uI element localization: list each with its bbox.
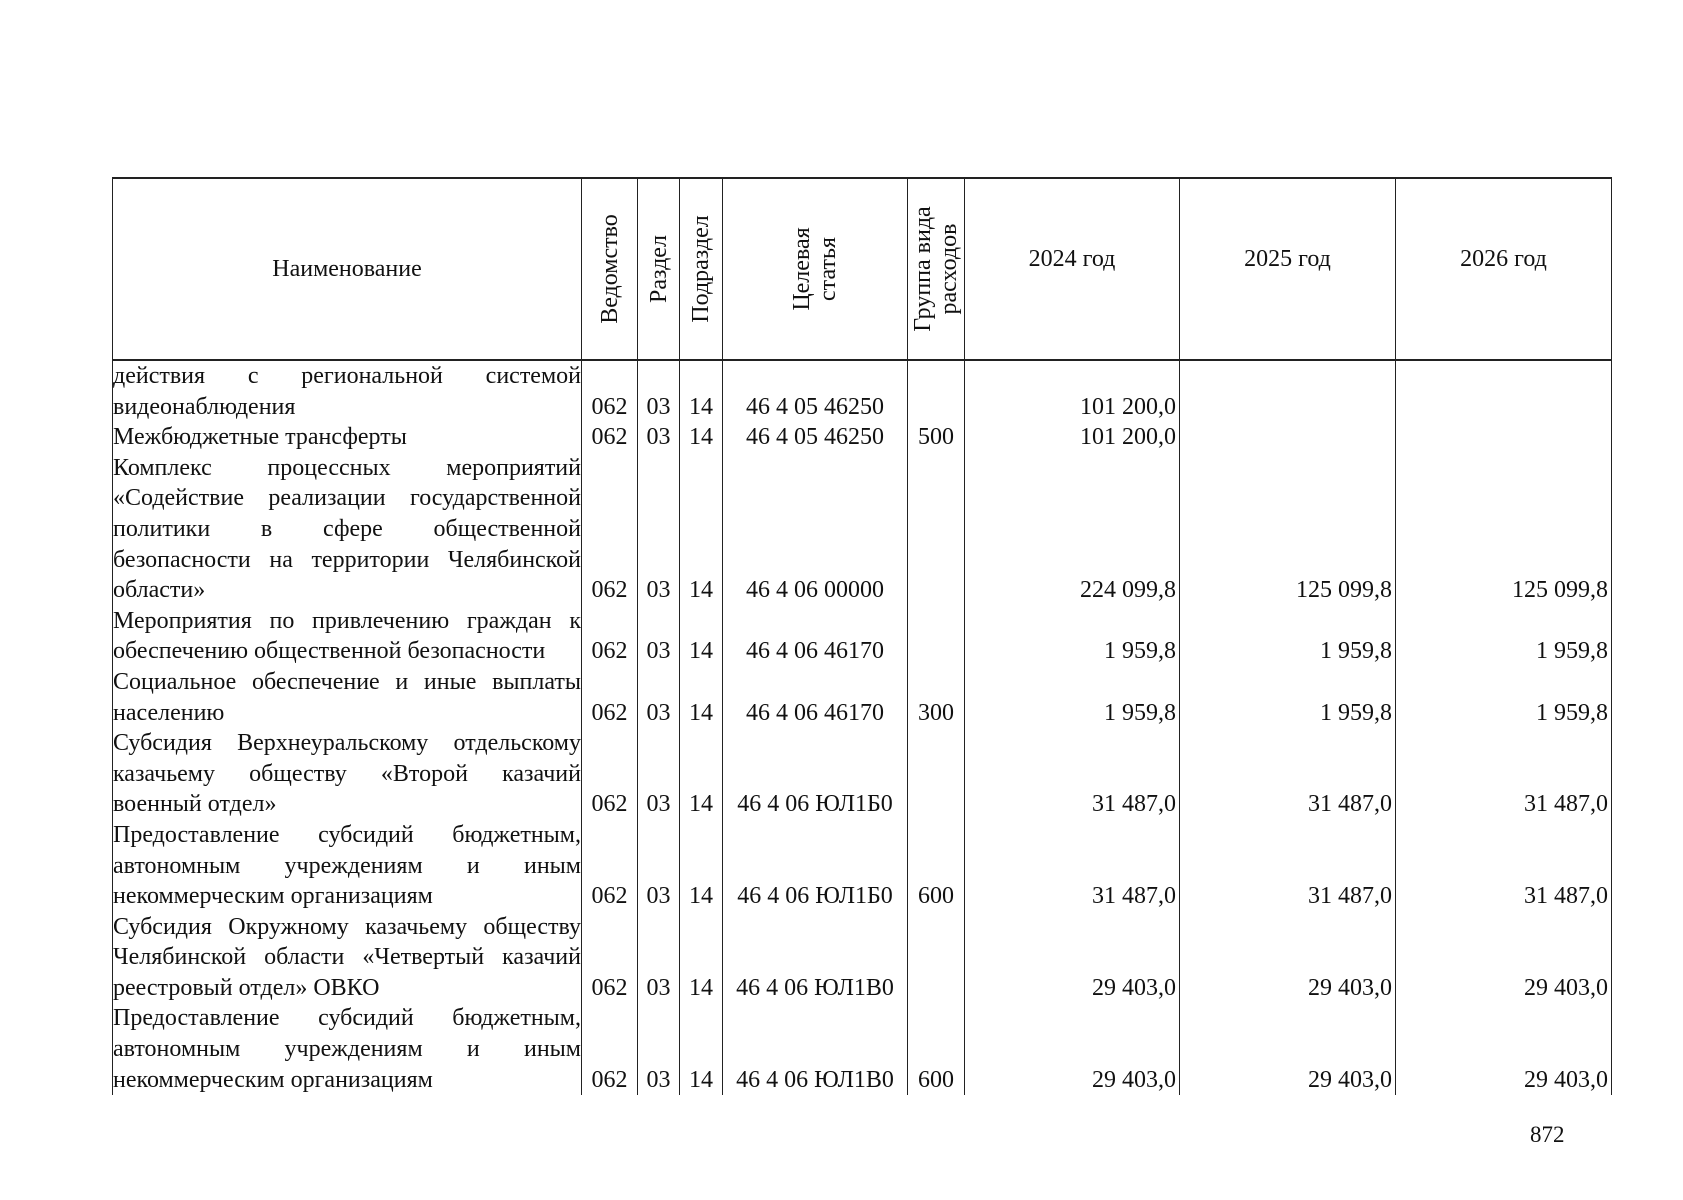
row-tselevaya: 46 4 06 ЮЛ1Б0 <box>723 728 908 820</box>
row-gruppa <box>908 912 965 1004</box>
row-tselevaya: 46 4 06 ЮЛ1Б0 <box>723 820 908 912</box>
row-name: действия с региональной системой видеонаблюдения <box>113 360 582 422</box>
row-2025 <box>1180 422 1396 453</box>
row-2025: 1 959,8 <box>1180 606 1396 667</box>
row-razdel: 03 <box>638 667 680 728</box>
row-podrazdel: 14 <box>680 1003 723 1095</box>
row-gruppa: 600 <box>908 820 965 912</box>
row-gruppa: 500 <box>908 422 965 453</box>
row-vedomstvo: 062 <box>582 360 638 422</box>
row-2025: 29 403,0 <box>1180 912 1396 1004</box>
row-name: Межбюджетные трансферты <box>113 422 582 453</box>
row-tselevaya: 46 4 06 ЮЛ1В0 <box>723 912 908 1004</box>
table-row <box>113 606 1612 667</box>
row-vedomstvo: 062 <box>582 728 638 820</box>
table-row <box>113 453 1612 606</box>
row-2026 <box>1396 360 1612 422</box>
row-2026 <box>1396 422 1612 453</box>
row-2024: 1 959,8 <box>965 606 1180 667</box>
header-vedomstvo <box>582 178 638 360</box>
row-razdel: 03 <box>638 606 680 667</box>
row-podrazdel: 14 <box>680 453 723 606</box>
header-name: Наименование <box>113 178 582 360</box>
row-podrazdel: 14 <box>680 360 723 422</box>
header-2026: 2026 год <box>1396 178 1612 360</box>
row-name: Предоставление субсидий бюджетным, автономным учреждениям и иным некоммерческим организациям <box>113 1003 582 1095</box>
row-gruppa <box>908 360 965 422</box>
row-name: Мероприятия по привлечению граждан к обеспечению общественной безопасности <box>113 606 582 667</box>
row-razdel: 03 <box>638 360 680 422</box>
row-2024: 31 487,0 <box>965 728 1180 820</box>
row-podrazdel: 14 <box>680 820 723 912</box>
header-2025: 2025 год <box>1180 178 1396 360</box>
row-razdel: 03 <box>638 453 680 606</box>
row-tselevaya: 46 4 06 ЮЛ1В0 <box>723 1003 908 1095</box>
table-row <box>113 728 1612 820</box>
row-2026: 29 403,0 <box>1396 912 1612 1004</box>
row-vedomstvo: 062 <box>582 453 638 606</box>
header-2024: 2024 год <box>965 178 1180 360</box>
row-gruppa: 600 <box>908 1003 965 1095</box>
table-row <box>113 820 1612 912</box>
row-razdel: 03 <box>638 728 680 820</box>
row-name: Социальное обеспечение и иные выплаты населению <box>113 667 582 728</box>
header-gruppa <box>908 178 965 360</box>
row-tselevaya: 46 4 05 46250 <box>723 360 908 422</box>
row-podrazdel: 14 <box>680 667 723 728</box>
table-header-row <box>113 178 1612 360</box>
row-vedomstvo: 062 <box>582 912 638 1004</box>
table-row <box>113 422 1612 453</box>
row-2026: 1 959,8 <box>1396 606 1612 667</box>
row-2025 <box>1180 360 1396 422</box>
table-row <box>113 667 1612 728</box>
budget-table <box>112 177 1612 1095</box>
row-2024: 1 959,8 <box>965 667 1180 728</box>
row-podrazdel: 14 <box>680 912 723 1004</box>
row-razdel: 03 <box>638 1003 680 1095</box>
row-2025: 31 487,0 <box>1180 820 1396 912</box>
header-vedomstvo-label: Ведомство <box>596 214 623 324</box>
row-2025: 1 959,8 <box>1180 667 1396 728</box>
row-2024: 29 403,0 <box>965 912 1180 1004</box>
row-2025: 125 099,8 <box>1180 453 1396 606</box>
row-name: Субсидия Окружному казачьему обществу Челябинской области «Четвертый казачий реестровый отдел» ОВКО <box>113 912 582 1004</box>
row-gruppa <box>908 453 965 606</box>
row-name: Комплекс процессных мероприятий «Содействие реализации государственной политики в сфере общественной безопасности на территории Челябинской области» <box>113 453 582 606</box>
row-name: Субсидия Верхнеуральскому отдельскому казачьему обществу «Второй казачий военный отдел» <box>113 728 582 820</box>
row-vedomstvo: 062 <box>582 667 638 728</box>
row-vedomstvo: 062 <box>582 820 638 912</box>
table-row <box>113 912 1612 1004</box>
table-row <box>113 1003 1612 1095</box>
row-2024: 31 487,0 <box>965 820 1180 912</box>
row-razdel: 03 <box>638 820 680 912</box>
row-2024: 224 099,8 <box>965 453 1180 606</box>
row-podrazdel: 14 <box>680 422 723 453</box>
row-2025: 31 487,0 <box>1180 728 1396 820</box>
row-tselevaya: 46 4 06 46170 <box>723 606 908 667</box>
row-2026: 29 403,0 <box>1396 1003 1612 1095</box>
row-2026: 31 487,0 <box>1396 820 1612 912</box>
row-2024: 101 200,0 <box>965 360 1180 422</box>
page-number: 872 <box>1530 1122 1565 1147</box>
header-tselevaya <box>723 178 908 360</box>
row-name: Предоставление субсидий бюджетным, автономным учреждениям и иным некоммерческим организациям <box>113 820 582 912</box>
row-2026: 31 487,0 <box>1396 728 1612 820</box>
row-2024: 29 403,0 <box>965 1003 1180 1095</box>
header-razdel <box>638 178 680 360</box>
row-2024: 101 200,0 <box>965 422 1180 453</box>
row-razdel: 03 <box>638 912 680 1004</box>
row-vedomstvo: 062 <box>582 1003 638 1095</box>
row-vedomstvo: 062 <box>582 606 638 667</box>
header-razdel-label: Раздел <box>645 235 672 303</box>
row-gruppa <box>908 728 965 820</box>
row-gruppa <box>908 606 965 667</box>
row-razdel: 03 <box>638 422 680 453</box>
header-podrazdel <box>680 178 723 360</box>
row-2025: 29 403,0 <box>1180 1003 1396 1095</box>
header-gruppa-label: Группа вида расходов <box>910 206 962 332</box>
row-gruppa: 300 <box>908 667 965 728</box>
row-2026: 125 099,8 <box>1396 453 1612 606</box>
table-row <box>113 360 1612 422</box>
header-tselevaya-label: Целевая статья <box>789 227 841 311</box>
row-2026: 1 959,8 <box>1396 667 1612 728</box>
row-podrazdel: 14 <box>680 606 723 667</box>
row-tselevaya: 46 4 06 00000 <box>723 453 908 606</box>
header-podrazdel-label: Подраздел <box>688 215 714 323</box>
row-tselevaya: 46 4 06 46170 <box>723 667 908 728</box>
row-tselevaya: 46 4 05 46250 <box>723 422 908 453</box>
row-podrazdel: 14 <box>680 728 723 820</box>
row-vedomstvo: 062 <box>582 422 638 453</box>
